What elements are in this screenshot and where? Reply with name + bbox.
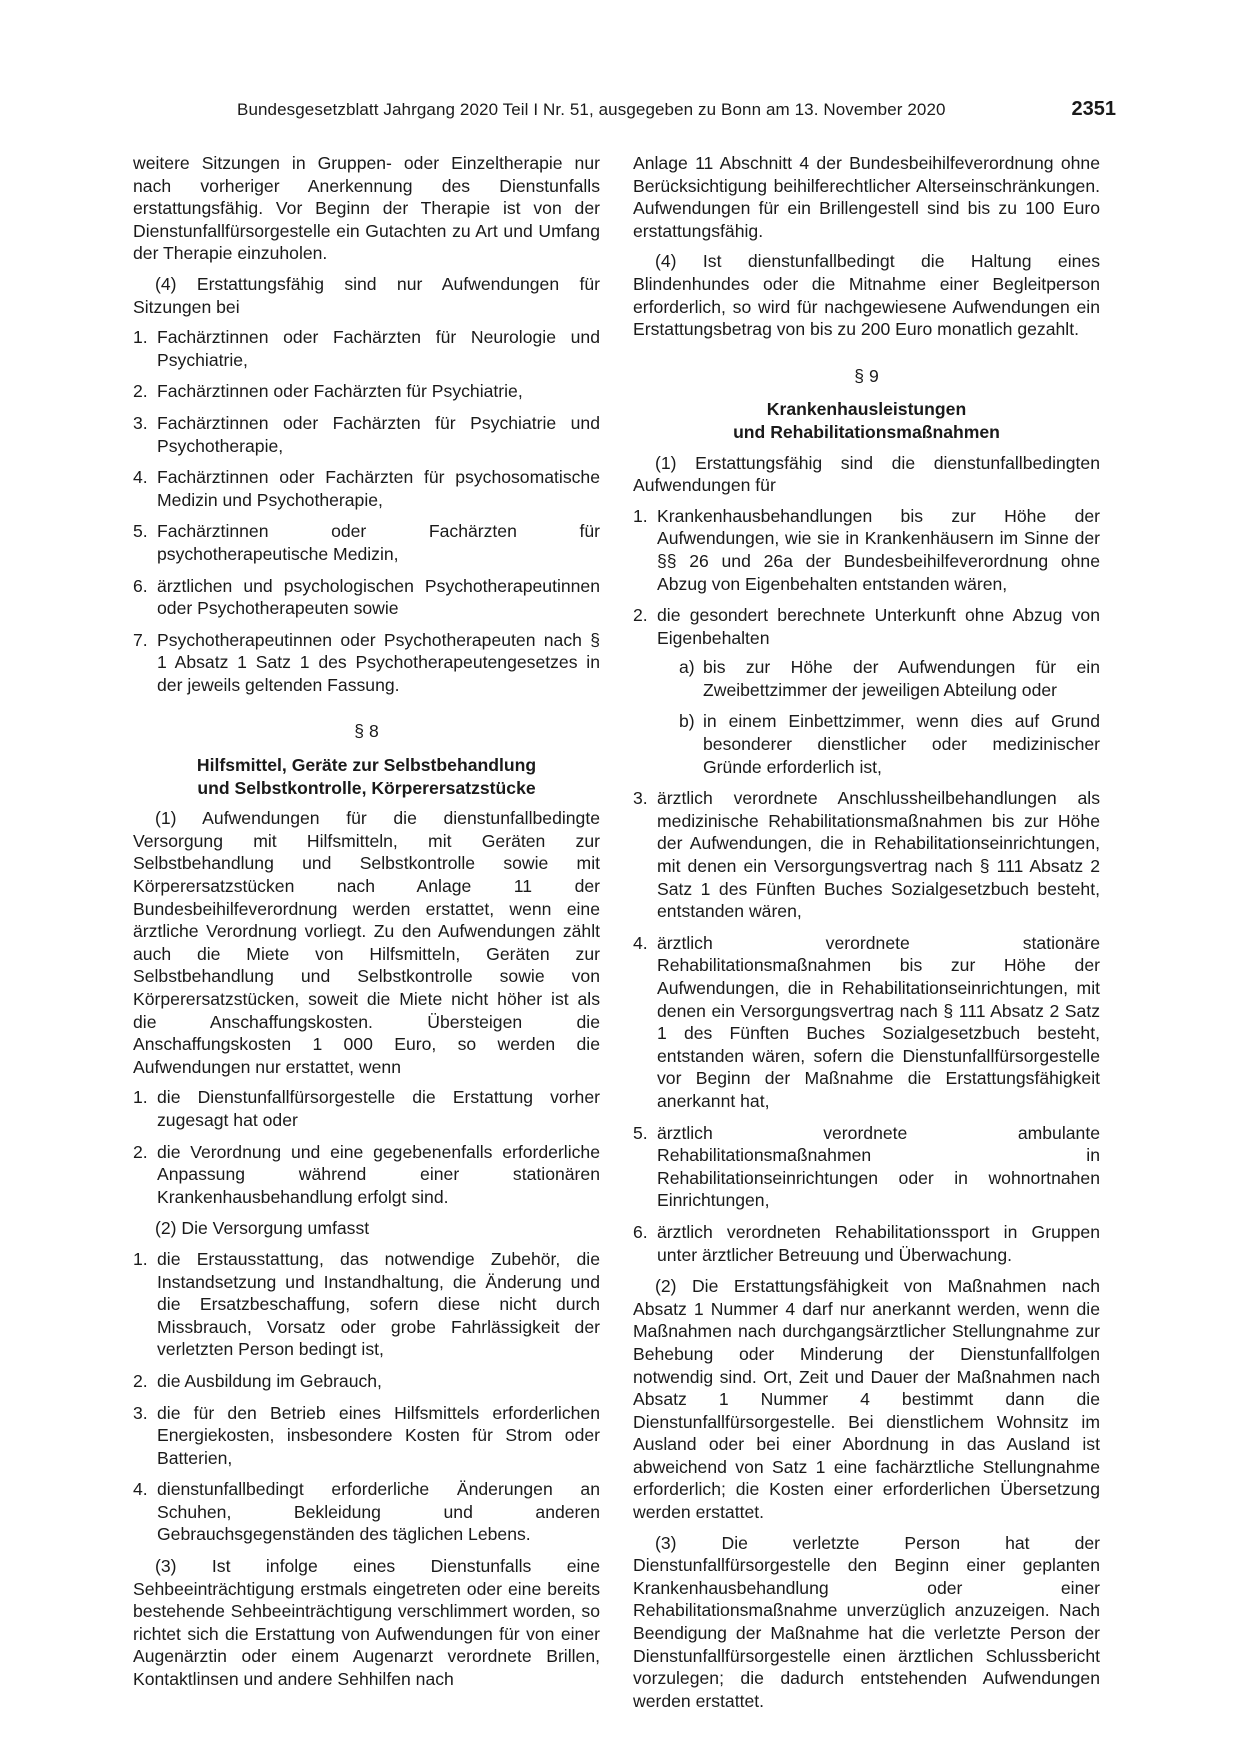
list-item [133, 1086, 600, 1131]
list-item [133, 326, 600, 371]
list-item-number: 2. [633, 605, 648, 626]
list-item-number: 5. [633, 1122, 648, 1143]
list-item [133, 412, 600, 457]
sublist [657, 656, 1100, 778]
list-item-text: Fachärztinnen oder Fachärzten für Neurologie und Psychiatrie, [157, 327, 600, 370]
section-9-paragraph-2: (2) Die Erstattungsfähigkeit von Maßnahmen nach Absatz 1 Nummer 4 darf nur anerkannt werden, wenn die Maßnahmen nach durchgangsärztlicher Stellungnahme zur Behebung oder Minderung der Dienstunfallfolgen notwendig sind. Ort, Zeit und Dauer der Maßnahmen nach Absatz 1 Nummer 4 bestimmt dann die Dienstunfallfürsorgestelle. Bei dienstlichem Wohnsitz im Ausland oder bei einer Abordnung in das Ausland ist abweichend von Satz 1 eine fachärztliche Stellungnahme erforderlich; die Kosten einer erforderlichen Übersetzung werden erstattet. [633, 1276, 1100, 1523]
list-item-text: Fachärztinnen oder Fachärzten für psychotherapeutische Medizin, [157, 521, 600, 564]
continued-paragraph: weitere Sitzungen in Gruppen- oder Einzeltherapie nur nach vorheriger Anerkennung des Dienstunfalls erstattungsfähig. Vor Beginn der Therapie ist von der Dienstunfallfürsorgestelle ein Gutachten zu Art und Umfang der Therapie einzuholen. [133, 153, 600, 264]
list-item-number: 3. [133, 412, 148, 433]
list-item-text: Fachärztinnen oder Fachärzten für Psychiatrie und Psychotherapie, [157, 412, 600, 456]
right-column [633, 152, 1100, 1720]
section-9-paragraph-1: (1) Erstattungsfähig sind die dienstunfallbedingten Aufwendungen für [633, 452, 1100, 496]
list-item [133, 1402, 600, 1470]
section-8-paragraph-2: (2) Die Versorgung umfasst [155, 1218, 370, 1239]
page-header [237, 100, 1130, 126]
section-8-paragraph-4: (4) Ist dienstunfallbedingt die Haltung eines Blindenhundes oder die Mitnahme einer Begleitperson erforderlich, so wird für nachgewiesene Aufwendungen ein Erstattungsbetrag von bis zu 200 Euro monatlich gezahlt. [633, 251, 1100, 340]
sublist-item-text: in einem Einbettzimmer, wenn dies auf Grund besonderer dienstlicher oder medizinischer Gründe erforderlich ist, [703, 711, 1100, 777]
list-item-number: 6. [633, 1221, 648, 1242]
sublist-item-letter: b) [679, 711, 695, 732]
list-item [633, 1122, 1100, 1212]
list-item-text: Psychotherapeutinnen oder Psychotherapeuten nach § 1 Absatz 1 Satz 1 des Psychotherapeutengesetzes in der jeweils geltenden Fassung. [157, 629, 600, 695]
list-item-text: ärztlich verordneten Rehabilitationssport in Gruppen unter ärztlicher Betreuung und Überwachung. [657, 1221, 1100, 1265]
list-item [133, 380, 600, 403]
list-item-text: die für den Betrieb eines Hilfsmittels erforderlichen Energiekosten, insbesondere Kosten für Strom oder Batterien, [157, 1402, 600, 1468]
list-item [133, 1248, 600, 1361]
continued-paragraph: Anlage 11 Abschnitt 4 der Bundesbeihilfeverordnung ohne Berücksichtigung beihilferechtlicher Alterseinschränkungen. Aufwendungen für ein Brillengestell sind bis zu 100 Euro erstattungsfähig. [633, 153, 1100, 241]
paragraph-4: (4) Erstattungsfähig sind nur Aufwendungen für Sitzungen bei [133, 273, 600, 317]
list-item [633, 604, 1100, 778]
list-item-text: die Dienstunfallfürsorgestelle die Erstattung vorher zugesagt hat oder [157, 1087, 600, 1130]
list-item-text: Fachärztinnen oder Fachärzten für psychosomatische Medizin und Psychotherapie, [157, 467, 600, 510]
list-item-text: die gesondert berechnete Unterkunft ohne Abzug von Eigenbehalten [657, 605, 1100, 648]
list-item-number: 1. [633, 505, 648, 526]
list-item-text: ärztlichen und psychologischen Psychotherapeutinnen oder Psychotherapeuten sowie [157, 575, 600, 619]
section-9-title-line-1: Krankenhausleistungen [766, 399, 967, 420]
section-8-title-line-1: Hilfsmittel, Geräte zur Selbstbehandlung [196, 755, 537, 776]
page-number: 2351 [1071, 98, 1116, 120]
list-item-number: 5. [133, 521, 148, 542]
list-item-number: 1. [133, 327, 148, 348]
list-item-number: 1. [133, 1248, 148, 1269]
section-8-title-line-2: und Selbstkontrolle, Körperersatzstücke [197, 777, 536, 798]
section-9-title-line-2: und Rehabilitationsmaßnahmen [733, 421, 1000, 442]
list-item-number: 2. [133, 381, 148, 402]
section-8-list-1 [133, 1086, 600, 1208]
sublist-item-text: bis zur Höhe der Aufwendungen für ein Zweibettzimmer der jeweiligen Abteilung oder [703, 657, 1100, 700]
sublist-item-letter: a) [679, 657, 695, 678]
list-item [633, 1221, 1100, 1266]
list-item [633, 932, 1100, 1113]
section-9-list [633, 505, 1100, 1266]
section-9-number: § 9 [854, 365, 879, 386]
section-8-number: § 8 [354, 721, 379, 742]
list-item-text: die Verordnung und eine gegebenenfalls erforderliche Anpassung während einer stationären Krankenhausbehandlung erfolgt sind. [157, 1141, 600, 1207]
list-item [633, 787, 1100, 923]
list-item [133, 1370, 600, 1393]
list-item-text: dienstunfallbedingt erforderliche Änderungen an Schuhen, Bekleidung und anderen Gebrauchsgegenständen des täglichen Lebens. [157, 1479, 600, 1545]
list-item-number: 7. [133, 629, 148, 650]
list-item-text: Fachärztinnen oder Fachärzten für Psychiatrie, [157, 381, 523, 402]
list-item-text: die Ausbildung im Gebrauch, [157, 1370, 382, 1391]
list-item-number: 2. [133, 1141, 148, 1162]
list-item [133, 575, 600, 620]
section-8-title [133, 754, 600, 799]
left-column [133, 152, 600, 1699]
header-title: Bundesgesetzblatt Jahrgang 2020 Teil I Nr. 51, ausgegeben zu Bonn am 13. November 2020 [237, 100, 946, 119]
list-item [133, 1141, 600, 1209]
section-8-paragraph-1: (1) Aufwendungen für die dienstunfallbedingte Versorgung mit Hilfsmitteln, mit Geräten zur Selbstbehandlung und Selbstkontrolle sowie mit Körperersatzstücken nach Anlage 11 der Bundesbeihilfeverordnung werden erstattet, wenn eine ärztliche Verordnung vorliegt. Zu den Aufwendungen zählt auch die Miete von Hilfsmitteln, Geräten zur Selbstbehandlung und Selbstkontrolle sowie von Körperersatzstücken, soweit die Miete nicht höher ist als die Anschaffungskosten. Übersteigen die Anschaffungskosten 1 000 Euro, so werden die Aufwendungen nur erstattet, wenn [133, 808, 600, 1077]
section-8-paragraph-3: (3) Ist infolge eines Dienstunfalls eine Sehbeeinträchtigung erstmals eingetreten oder eine bereits bestehende Sehbeeinträchtigung verschlimmert worden, so richtet sich die Erstattung von Aufwendungen für von einer Augenärztin oder einem Augenarzt verordnete Brillen, Kontaktlinsen und andere Sehhilfen nach [133, 1556, 600, 1690]
section-9-title [633, 398, 1100, 443]
list-paragraph-4 [133, 326, 600, 696]
list-item [133, 629, 600, 697]
list-item-number: 3. [133, 1402, 148, 1423]
list-item [133, 1478, 600, 1546]
list-item-number: 2. [133, 1370, 148, 1391]
list-item [633, 505, 1100, 595]
section-9-paragraph-3: (3) Die verletzte Person hat der Dienstunfallfürsorgestelle den Beginn einer geplanten Krankenhausbehandlung oder einer Rehabilitationsmaßnahme unverzüglich anzuzeigen. Nach Beendigung der Maßnahme hat die verletzte Person der Dienstunfallfürsorgestelle einen ärztlichen Schlussbericht vorzulegen; die dadurch entstehenden Aufwendungen werden erstattet. [633, 1532, 1100, 1711]
list-item [133, 466, 600, 511]
list-item-text: ärztlich verordnete stationäre Rehabilitationsmaßnahmen bis zur Höhe der Aufwendungen, die in Rehabilitationseinrichtungen, mit denen ein Versorgungsvertrag nach § 111 Absatz 2 Satz 1 des Fünften Buches Sozialgesetzbuch besteht, entstanden wären, sofern die Dienstunfallfürsorgestelle vor Beginn der Maßnahme die Erstattungsfähigkeit anerkannt hat, [657, 932, 1100, 1111]
list-item-number: 3. [633, 788, 648, 809]
list-item-number: 4. [633, 932, 648, 953]
list-item-text: ärztlich verordnete Anschlussheilbehandlungen als medizinische Rehabilitationsmaßnahmen bis zur Höhe der Aufwendungen, die in Rehabilitationseinrichtungen, mit denen ein Versorgungsvertrag nach § 111 Absatz 2 Satz 1 des Fünften Buches Sozialgesetzbuch besteht, entstanden wären, [657, 788, 1100, 922]
list-item-text: ärztlich verordnete ambulante Rehabilitationsmaßnahmen in Rehabilitationseinrichtungen oder in wohnortnahen Einrichtungen, [657, 1122, 1100, 1211]
list-item [133, 520, 600, 565]
list-item-number: 4. [133, 467, 148, 488]
sublist-item [679, 656, 1100, 701]
list-item-number: 4. [133, 1479, 148, 1500]
list-item-text: Krankenhausbehandlungen bis zur Höhe der Aufwendungen, wie sie in Krankenhäusern im Sinne der §§ 26 und 26a der Bundesbeihilfeverordnung ohne Abzug von Eigenbehalten entstanden wären, [657, 505, 1100, 594]
list-item-text: die Erstausstattung, das notwendige Zubehör, die Instandsetzung und Instandhaltung, die Änderung und die Ersatzbeschaffung, sofern diese nicht durch Missbrauch, Vorsatz oder grobe Fahrlässigkeit der verletzten Person bedingt ist, [157, 1248, 600, 1360]
list-item-number: 1. [133, 1087, 148, 1108]
list-item-number: 6. [133, 575, 148, 596]
section-8-list-2 [133, 1248, 600, 1546]
sublist-item [679, 710, 1100, 778]
